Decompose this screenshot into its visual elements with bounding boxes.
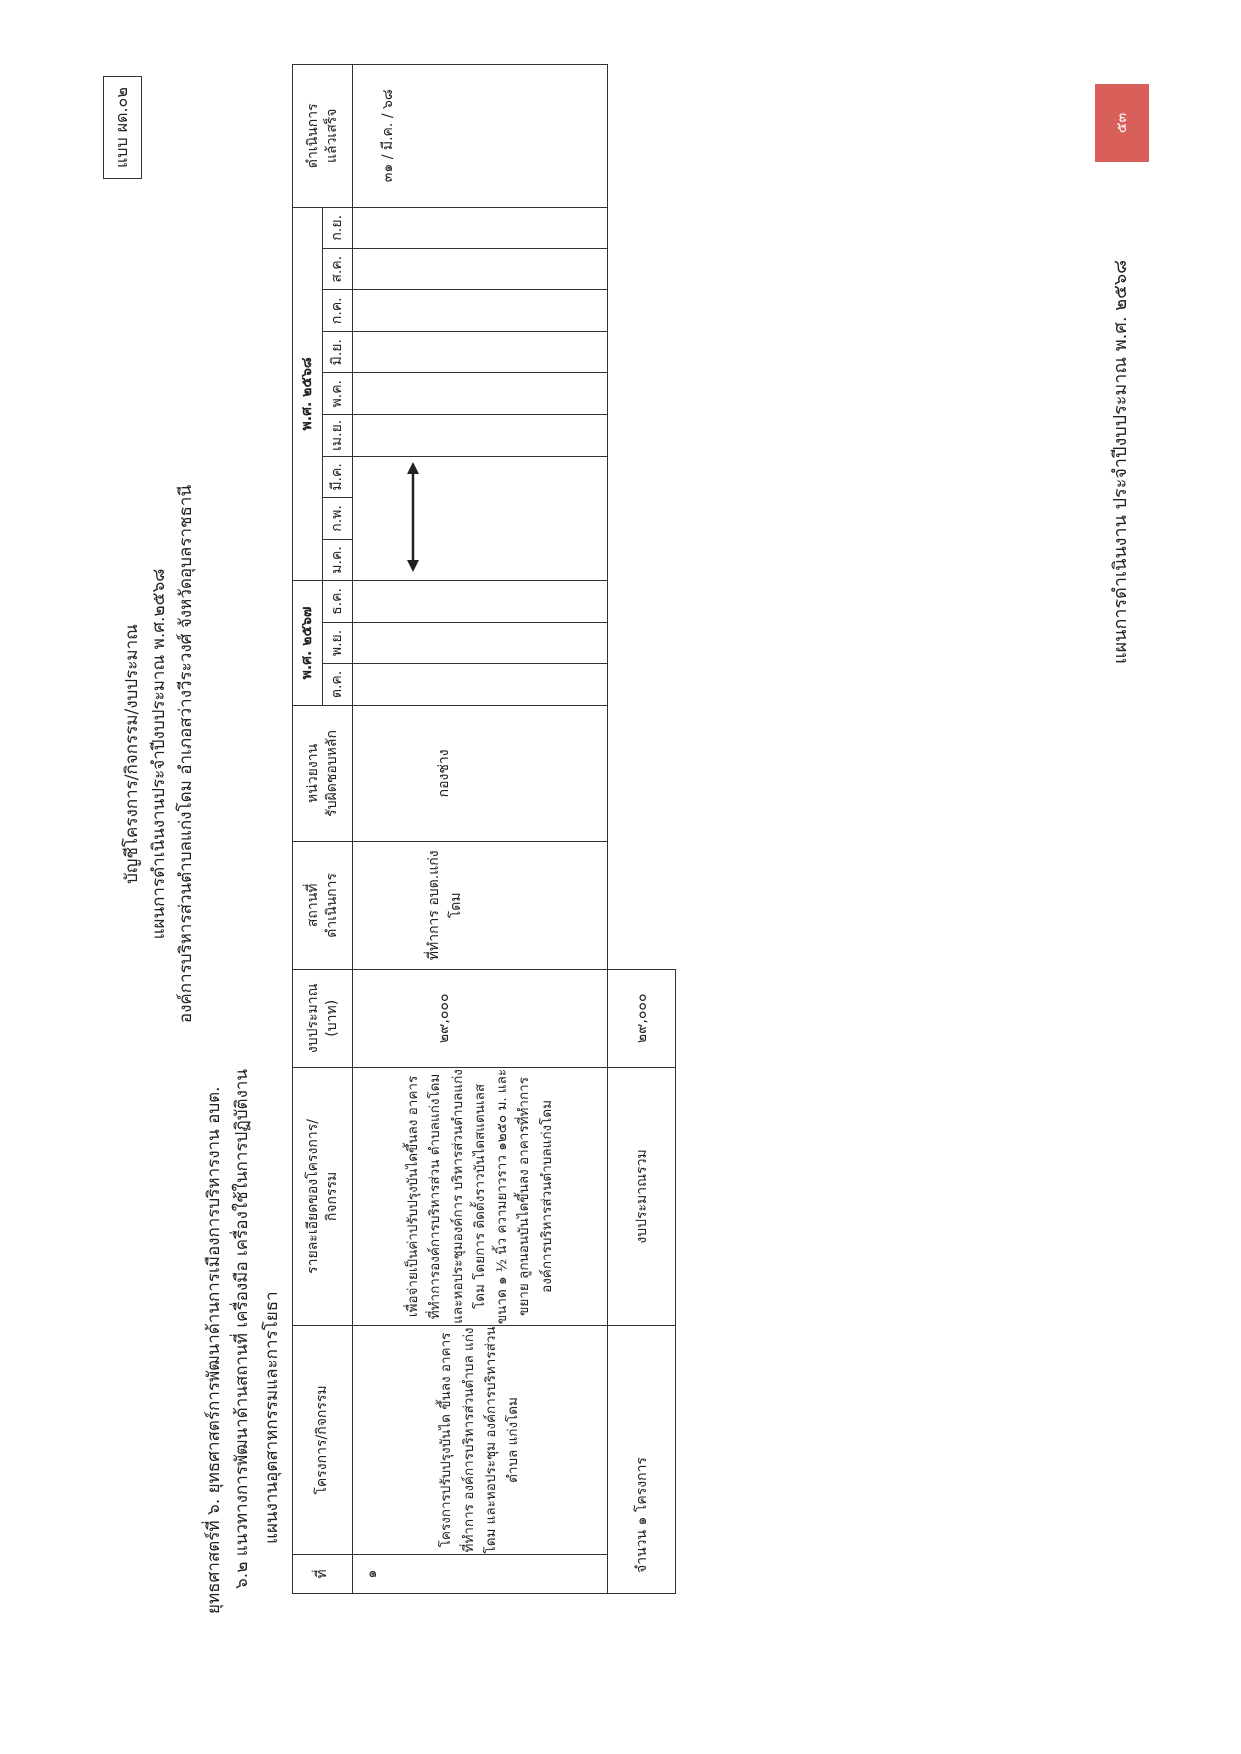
header-project: โครงการ/กิจกรรม <box>293 1325 353 1554</box>
row-done: ๓๑ / มี.ค. / ๖๘ <box>353 65 608 208</box>
row-no: ๑ <box>353 1555 608 1594</box>
header-line3: องค์การบริหารส่วนตำบลแก่งโดม อำเภอสว่างวีระวงศ์ จังหวัดอุบลราชธานี <box>176 484 196 1024</box>
month-oct: ต.ค. <box>323 664 353 706</box>
total-label: งบประมาณรวม <box>608 1067 676 1325</box>
header-no: ที่ <box>293 1555 353 1594</box>
header-budget: งบประมาณ (บาท) <box>293 969 353 1067</box>
row-detail: เพื่อจ่ายเป็นค่าปรับปรุงบันไดขึ้นลง อาคารที่ทำการองค์การบริหารส่วน ตำบลแก่งโดม และหอประชุมองค์การ บริหารส่วนตำบลแก่งโดม โดยการ ติดตั้งราวบันไดสแตนเลส ขนาด ๑ ½ นิ้ว ความยาวราว ๑๒๕๐ ม. และขยาย ลูกนอนบันไดขึ้นลง อาคารที่ทำการ องค์การบริหารส่วนตำบลแก่งโดม <box>353 1067 608 1325</box>
month-jun: มิ.ย. <box>323 331 353 372</box>
month-apr: เม.ย. <box>323 415 353 457</box>
timeline-arrow-icon <box>393 454 433 580</box>
total-budget: ๒๙,๐๐๐ <box>608 969 676 1067</box>
footer-title: แผนการดำเนินงาน ประจำปีงบประมาณ พ.ศ. ๒๕๖๘ <box>1110 259 1131 664</box>
month-jul: ก.ค. <box>323 290 353 332</box>
cell-dec <box>353 581 608 623</box>
strategy-line3: แผนงานอุตสาหกรรมและการโยธา <box>262 1291 282 1544</box>
cell-aug <box>353 248 608 290</box>
header-place: สถานที่ ดำเนินการ <box>293 842 353 969</box>
month-dec: ธ.ค. <box>323 581 353 623</box>
form-code: แบบ ผด.๐๒ <box>112 87 131 168</box>
header-done: ดำเนินการ แล้วเสร็จ <box>293 65 353 208</box>
month-sep: ก.ย. <box>323 207 353 248</box>
total-count: จำนวน ๑ โครงการ <box>608 1325 676 1593</box>
month-feb: ก.พ. <box>323 498 353 540</box>
row-unit: กองช่าง <box>353 705 608 841</box>
row-place: ที่ทำการ อบต.แก่งโดม <box>353 842 608 969</box>
cell-jul <box>353 290 608 332</box>
header-line1: บัญชีโครงการ/กิจกรรม/งบประมาณ <box>122 624 142 884</box>
header-year-2567: พ.ศ. ๒๕๖๗ <box>293 581 323 706</box>
strategy-line2: ๖.๒ แนวทางการพัฒนาด้านสถานที่ เครื่องมือ เครื่องใช้ในการปฏิบัติงาน <box>232 1068 252 1589</box>
form-code-box <box>103 76 142 179</box>
page-number: ๕๓ <box>1095 84 1149 162</box>
header-detail: รายละเอียดของโครงการ/ กิจกรรม <box>293 1067 353 1325</box>
month-mar: มี.ค. <box>323 456 353 498</box>
plan-table <box>292 64 676 1594</box>
month-nov: พ.ย. <box>323 622 353 663</box>
cell-oct <box>353 664 608 706</box>
month-jan: ม.ค. <box>323 539 353 581</box>
cell-nov <box>353 622 608 663</box>
total-row <box>608 65 676 1594</box>
cell-sep <box>353 207 608 248</box>
month-may: พ.ค. <box>323 373 353 415</box>
header-unit: หน่วยงาน รับผิดชอบหลัก <box>293 705 353 841</box>
row-project: โครงการปรับปรุงบันได ขึ้นลง อาคารที่ทำการ องค์การบริหารส่วนตำบล แก่งโดม และหอประชุม องค์การบริหารส่วนตำบล แก่งโดม <box>353 1325 608 1554</box>
row-budget: ๒๙,๐๐๐ <box>353 969 608 1067</box>
strategy-line1: ยุทธศาสตร์ที่ ๖. ยุทธศาสตร์การพัฒนาด้านการเมืองการบริหารงาน อบต. <box>204 1086 224 1614</box>
cell-jan-mar <box>353 456 608 581</box>
cell-jun <box>353 331 608 372</box>
cell-apr <box>353 415 608 457</box>
table-row <box>353 65 608 1594</box>
cell-may <box>353 373 608 415</box>
month-aug: ส.ค. <box>323 248 353 290</box>
header-line2: แผนการดำเนินงานประจำปีงบประมาณ พ.ศ.๒๕๖๘ <box>149 568 169 940</box>
header-year-2568: พ.ศ. ๒๕๖๘ <box>293 207 323 581</box>
